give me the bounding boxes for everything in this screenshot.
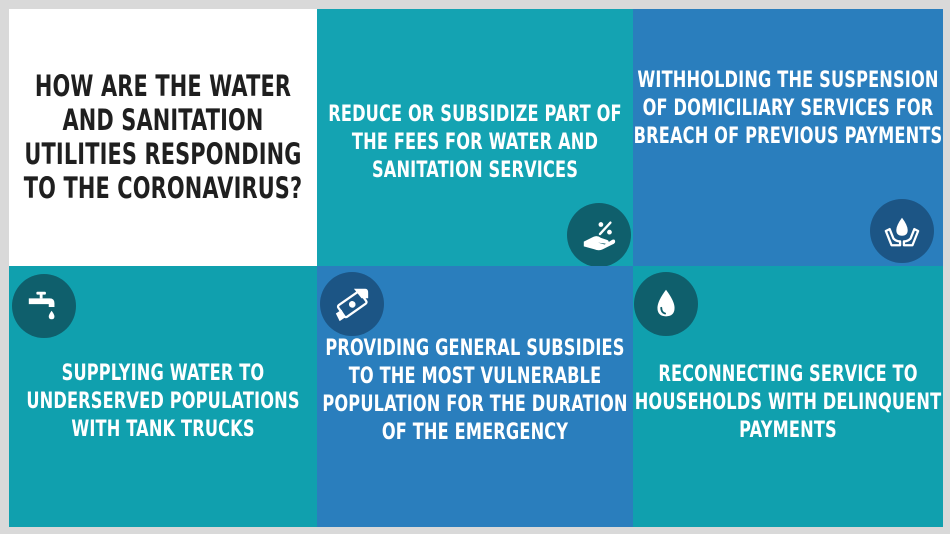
tile-reconnecting-service — [633, 266, 943, 527]
headline-tile — [9, 9, 317, 266]
tile-withholding-suspension-text: WITHHOLDING THE SUSPENSION OF DOMICILIARY SERVICES FOR BREACH OF PREVIOUS PAYMENTS — [633, 67, 943, 149]
tile-withholding-suspension — [633, 9, 943, 266]
water-faucet-icon — [12, 274, 76, 338]
hands-water-drop-icon — [870, 199, 934, 263]
headline-text: HOW ARE THE WATER AND SANITATION UTILITIES RESPONDING TO THE CORONAVIRUS? — [23, 69, 303, 205]
tile-reduce-fees-text: REDUCE OR SUBSIDIZE PART OF THE FEES FOR WATER AND SANITATION SERVICES — [328, 101, 622, 183]
hand-percent-icon — [567, 203, 631, 266]
hand-money-icon — [320, 272, 384, 336]
tile-tank-trucks — [9, 266, 317, 527]
tile-tank-trucks-text: SUPPLYING WATER TO UNDERSERVED POPULATIONS WITH TANK TRUCKS — [26, 360, 300, 442]
tile-reconnecting-service-text: RECONNECTING SERVICE TO HOUSEHOLDS WITH DELINQUENT PAYMENTS — [634, 361, 942, 443]
water-drop-icon — [634, 272, 698, 336]
tile-general-subsidies — [317, 266, 633, 527]
tile-reduce-fees — [317, 9, 633, 266]
tile-general-subsidies-text: PROVIDING GENERAL SUBSIDIES TO THE MOST VULNERABLE POPULATION FOR THE DURATION OF THE EMERGENCY — [322, 335, 628, 445]
tile-grid — [9, 9, 943, 527]
